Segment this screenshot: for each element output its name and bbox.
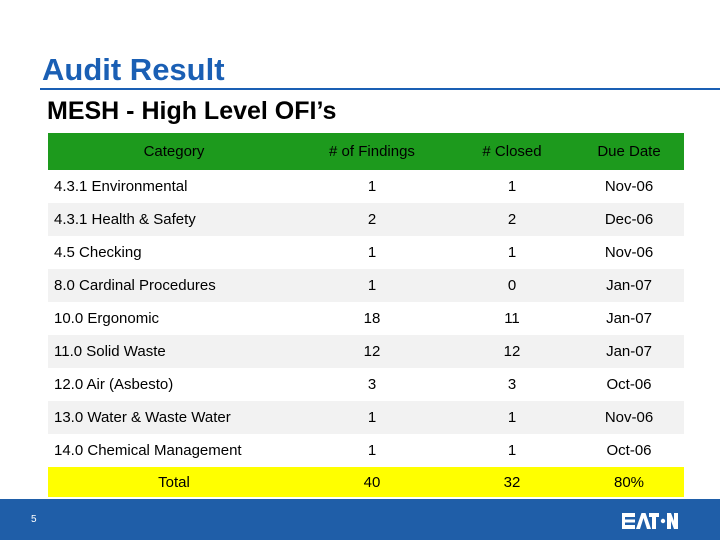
cell-closed: 1 <box>450 401 574 434</box>
cell-findings: 1 <box>367 442 377 459</box>
cell-due-date: Jan-07 <box>606 310 652 327</box>
cell-closed: 1 <box>507 178 517 195</box>
cell-findings: 1 <box>294 401 450 434</box>
table-row <box>48 401 684 434</box>
header-due-date: Due Date <box>597 143 661 160</box>
table-row <box>48 302 684 335</box>
cell-closed: 11 <box>504 310 520 327</box>
cell-closed: 3 <box>507 376 517 393</box>
cell-due-date: Oct-06 <box>606 376 652 393</box>
slide-title: Audit Result <box>42 52 225 87</box>
total-percent: 80% <box>613 473 645 491</box>
header-closed: # Closed <box>482 143 542 160</box>
table-row <box>48 236 684 269</box>
cell-findings: 1 <box>367 244 377 261</box>
cell-category: 12.0 Air (Asbesto) <box>54 376 174 393</box>
table-row <box>48 335 684 368</box>
table-row <box>48 203 684 236</box>
title-divider <box>40 88 720 90</box>
cell-due-date: Nov-06 <box>604 178 654 195</box>
cell-findings: 3 <box>367 376 377 393</box>
total-closed: 32 <box>503 473 521 491</box>
cell-findings: 12 <box>294 335 450 368</box>
cell-closed: 1 <box>507 442 517 459</box>
cell-due-date: Nov-06 <box>604 244 654 261</box>
table-row <box>48 368 684 401</box>
eaton-logo <box>622 512 678 530</box>
ofi-table <box>48 133 684 497</box>
slide-subtitle: MESH - High Level OFI’s <box>47 97 337 125</box>
cell-category: 4.3.1 Health & Safety <box>48 203 294 236</box>
table-row <box>48 170 684 203</box>
cell-due-date: Nov-06 <box>574 401 684 434</box>
table-header-row <box>48 133 684 170</box>
footer-bar <box>0 499 720 540</box>
cell-findings: 2 <box>294 203 450 236</box>
cell-findings: 1 <box>294 269 450 302</box>
cell-due-date: Jan-07 <box>574 269 684 302</box>
cell-category: 4.5 Checking <box>54 244 142 261</box>
ofi-table-container <box>48 133 684 497</box>
table-total-row <box>48 467 684 497</box>
cell-category: 4.3.1 Environmental <box>54 178 188 195</box>
header-findings: # of Findings <box>329 143 415 160</box>
table-row <box>48 269 684 302</box>
cell-due-date: Oct-06 <box>606 442 652 459</box>
cell-closed: 0 <box>450 269 574 302</box>
cell-category: 8.0 Cardinal Procedures <box>48 269 294 302</box>
cell-closed: 1 <box>507 244 517 261</box>
header-category: Category <box>143 143 205 160</box>
cell-category: 13.0 Water & Waste Water <box>48 401 294 434</box>
cell-due-date: Dec-06 <box>574 203 684 236</box>
cell-category: 10.0 Ergonomic <box>54 310 160 327</box>
cell-category: 11.0 Solid Waste <box>48 335 294 368</box>
total-findings: 40 <box>363 473 381 491</box>
cell-findings: 18 <box>363 310 381 327</box>
cell-closed: 12 <box>450 335 574 368</box>
total-label: Total <box>158 473 190 491</box>
table-row <box>48 434 684 467</box>
cell-category: 14.0 Chemical Management <box>54 442 242 459</box>
cell-findings: 1 <box>367 178 377 195</box>
page-number: 5 <box>31 514 37 525</box>
cell-closed: 2 <box>450 203 574 236</box>
cell-due-date: Jan-07 <box>574 335 684 368</box>
